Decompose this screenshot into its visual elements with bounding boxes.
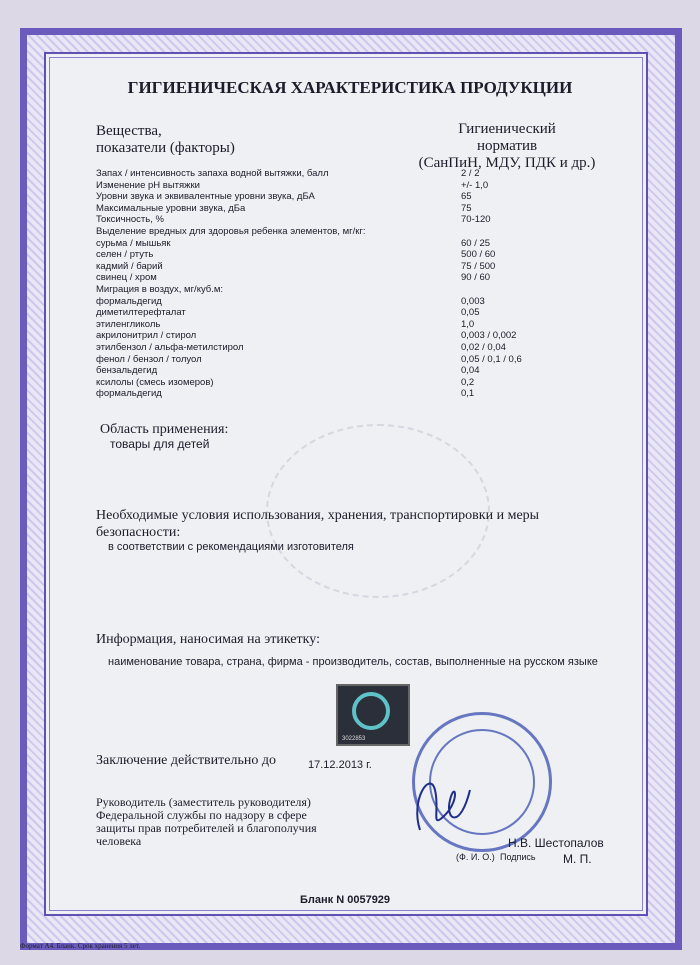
hologram-number: 3022853	[342, 736, 366, 742]
header-substances: Вещества, показатели (факторы)	[96, 123, 235, 156]
table-row-value: 65	[461, 191, 472, 203]
table-row-value: 0,05 / 0,1 / 0,6	[461, 353, 522, 365]
table-row-value: +/- 1,0	[461, 179, 489, 191]
table-row-value: 0,05	[461, 307, 480, 319]
table-row-value: 500 / 60	[461, 249, 496, 261]
table-row-name: селен / ртуть	[96, 249, 154, 261]
table-row-value: 0,003 / 0,002	[461, 330, 517, 342]
signature-icon	[400, 760, 480, 840]
table-row-name: бензальдегид	[96, 365, 158, 377]
table-row-name: акрилонитрил / стирол	[96, 330, 197, 342]
label-info-value: наименование товара, страна, фирма - производитель, состав, выполненные на русском языке	[108, 656, 598, 668]
table-row-name: диметилтерефталат	[96, 307, 186, 319]
scope-label: Область применения:	[100, 422, 229, 437]
table-row-value: 0,1	[461, 388, 475, 400]
table-row-name: сурьма / мышьяк	[96, 237, 171, 249]
table-row-name: кадмий / барий	[96, 260, 163, 272]
table-row-name: Токсичность, %	[96, 214, 164, 226]
scope-value: товары для детей	[110, 437, 210, 451]
table-row-value: 2 / 2	[461, 168, 480, 179]
mp-label: М. П.	[563, 852, 592, 866]
conditions-label: Необходимые условия использования, хранения, транспортировки и меры безопасности:	[96, 508, 540, 540]
validity-label: Заключение действительно до	[96, 753, 276, 768]
table-row-name: Уровни звука и эквивалентные уровни звука, дБА	[96, 191, 315, 203]
table-row-name: формальдегид	[96, 388, 162, 400]
table-row-name: Миграция в воздух, мг/куб.м:	[96, 284, 224, 295]
conditions-value: в соответствии с рекомендациями изготовителя	[108, 541, 354, 553]
hologram-sticker	[336, 684, 410, 746]
table-row-name: формальдегид	[96, 295, 162, 307]
sign-caption: Подпись	[500, 852, 536, 862]
validity-date: 17.12.2013 г.	[308, 759, 372, 771]
table-row-value: 70-120	[461, 214, 491, 226]
table-row-value: 60 / 25	[461, 237, 491, 249]
table-row-value: 0,003	[461, 295, 485, 307]
table-row-value: 1,0	[461, 318, 475, 330]
table-row-name: Выделение вредных для здоровья ребенка элементов, мг/кг:	[96, 226, 366, 237]
table-row-name: Максимальные уровни звука, дБа	[96, 202, 246, 214]
table-row-name: фенол / бензол / толуол	[96, 353, 202, 365]
head-title: Руководитель (заместитель руководителя) Федеральной службы по надзору в сфере защиты прав потребителей и благополучия человека	[96, 795, 317, 848]
label-info-label: Информация, наносимая на этикетку:	[96, 632, 320, 647]
table-row-value: 90 / 60	[461, 272, 491, 284]
header-norm: Гигиенический норматив (СанПиН, МДУ, ПДК и др.)	[418, 121, 596, 171]
table-row-name: Запах / интенсивность запаха водной вытяжки, балл	[96, 168, 329, 179]
fio-caption: (Ф. И. О.)	[456, 852, 495, 862]
table-row-name: свинец / хром	[96, 272, 157, 284]
table-row-value: 75 / 500	[461, 260, 496, 272]
table-row-name: этиленгликоль	[96, 318, 161, 330]
table-row-value: 75	[461, 202, 472, 214]
table-row-name: этилбензол / альфа-метилстирол	[96, 342, 244, 353]
table-row-value: 0,2	[461, 376, 475, 388]
table-row-value: 0,02 / 0,04	[461, 342, 506, 353]
footer-note: Формат А4. Бланк. Срок хранения 5 лет.	[20, 942, 141, 950]
document-title: ГИГИЕНИЧЕСКАЯ ХАРАКТЕРИСТИКА ПРОДУКЦИИ	[127, 78, 573, 97]
blank-number: Бланк N 0057929	[300, 894, 391, 906]
hologram-emblem-icon	[352, 692, 390, 730]
table-row-value: 0,04	[461, 365, 480, 377]
table-row-name: Изменение pH вытяжки	[96, 179, 200, 191]
signer-name: Н.В. Шестопалов	[508, 836, 604, 850]
table-row-name: ксилолы (смесь изомеров)	[96, 376, 214, 388]
